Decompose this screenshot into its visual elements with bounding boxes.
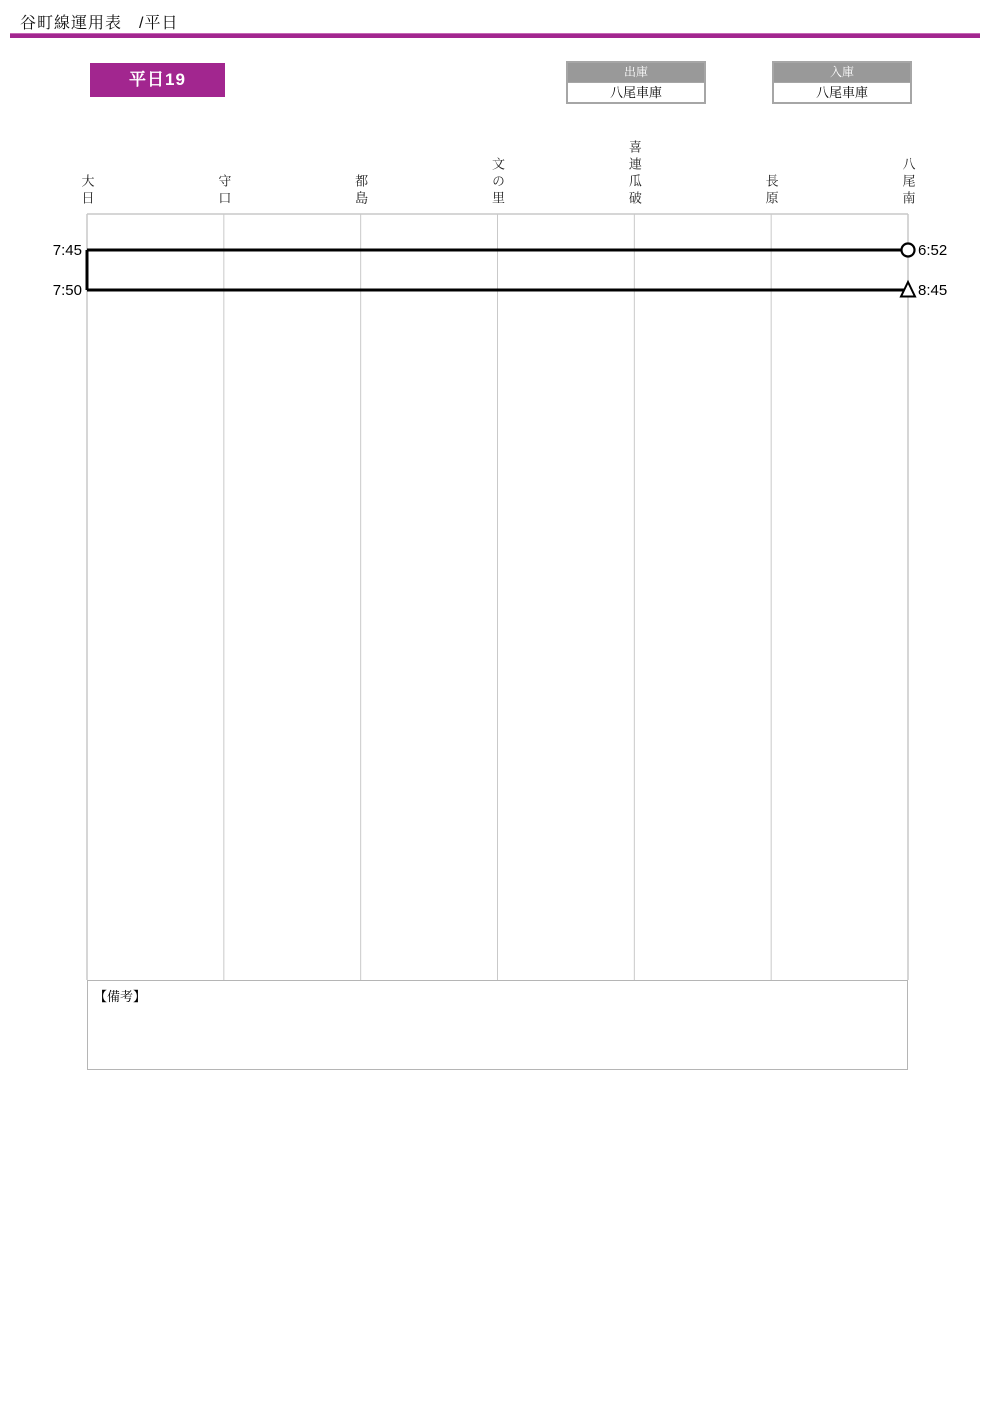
- header-rule: [10, 33, 980, 38]
- depot-in-marker: [901, 282, 915, 297]
- depot-out-header: 出庫: [568, 63, 704, 82]
- time-label: 7:45: [52, 242, 82, 259]
- time-label: 8:45: [918, 282, 948, 299]
- duty-badge: 平日19: [90, 63, 225, 97]
- station-label: 守口: [216, 174, 232, 208]
- station-label: 文の里: [490, 157, 505, 208]
- time-label: 7:50: [52, 282, 82, 299]
- station-label: 都島: [353, 174, 369, 208]
- page-title: 谷町線運用表 /平日: [20, 15, 179, 32]
- remarks-box: [87, 980, 908, 1070]
- station-label: 大日: [79, 174, 95, 208]
- station-label: 八尾南: [900, 157, 916, 208]
- depot-out-box: [566, 61, 706, 104]
- station-label: 喜連瓜破: [626, 140, 642, 208]
- depot-out-value: 八尾車庫: [568, 82, 704, 102]
- depot-in-header: 入庫: [774, 63, 910, 82]
- remarks-label: 【備考】: [94, 989, 147, 1004]
- depot-in-box: [772, 61, 912, 104]
- depot-in-value: 八尾車庫: [774, 82, 910, 102]
- time-label: 6:52: [918, 242, 948, 259]
- station-label: 長原: [763, 174, 779, 208]
- depot-out-marker: [902, 244, 915, 257]
